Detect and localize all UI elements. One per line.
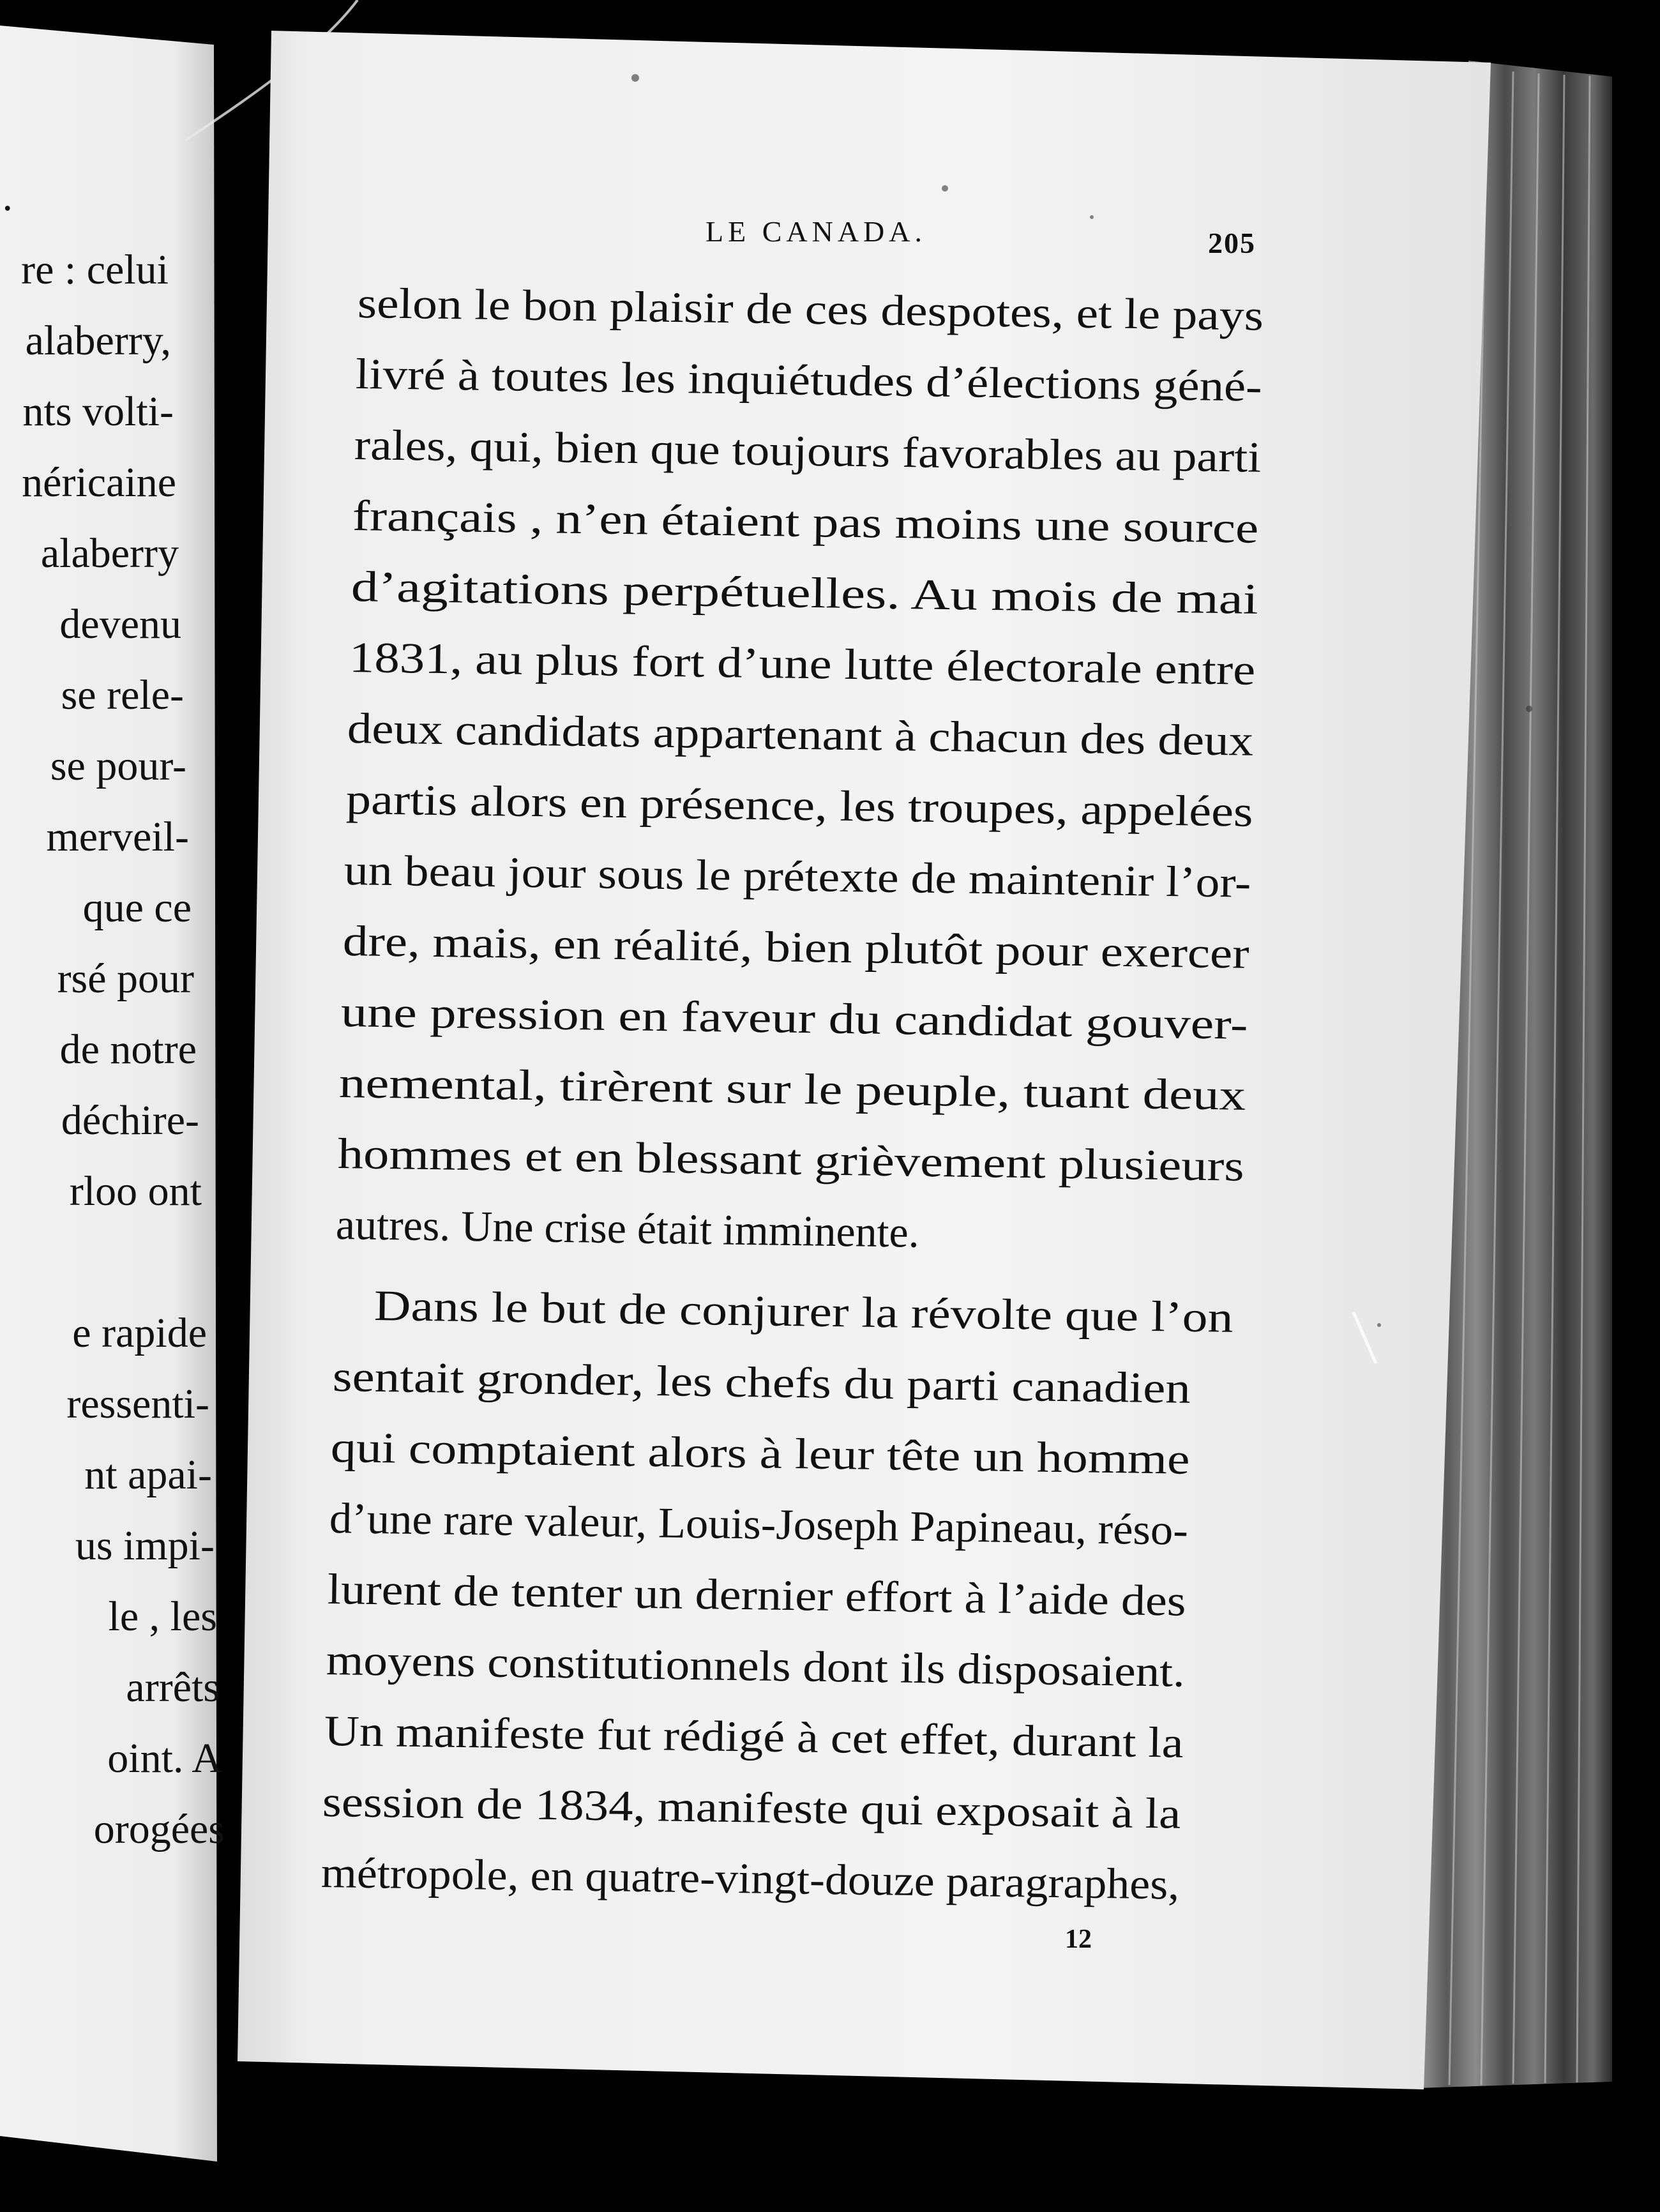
running-title: LE CANADA. [706, 215, 926, 248]
left-page-fragment-line: rsé pour [57, 955, 194, 1002]
signature-mark: 12 [1065, 1925, 1092, 1954]
left-page-fragment-line: ressenti- [66, 1381, 209, 1427]
left-page-fragment-line: re : celui [21, 246, 169, 293]
left-page-fragment-line: nts volti- [22, 388, 174, 435]
left-page-fragment-line: arrêts [126, 1664, 220, 1711]
body-text-line: session de 1834, manifeste qui exposait à la [322, 1777, 1181, 1838]
body-text-line: sentait gronder, les chefs du parti canadien [332, 1352, 1191, 1413]
left-page-fragment-line: . [2, 173, 13, 220]
body-text-line: Un manifeste fut rédigé à cet effet, durant la [324, 1706, 1184, 1767]
left-page-fragment-line: alaberry, [25, 317, 171, 364]
left-page-fragment-line: néricaine [22, 459, 176, 506]
page-number: 205 [1208, 227, 1256, 259]
left-page-fragment-line: us impi- [75, 1522, 215, 1569]
body-text-line: deux candidats appartenant à chacun des deux [347, 704, 1254, 765]
left-page-fragment-line: nt apai- [84, 1451, 212, 1498]
body-text-line: autres. Une crise était imminente. [335, 1200, 920, 1257]
body-text-line: nemental, tirèrent sur le peuple, tuant deux [338, 1058, 1246, 1119]
left-page-fragment-line: merveil- [46, 814, 189, 860]
body-text-line: qui comptaient alors à leur tête un homme [330, 1423, 1191, 1483]
left-page-fragment-line: de notre [59, 1026, 197, 1073]
left-facing-page [0, 0, 255, 2212]
body-text-line: 1831, au plus fort d’une lutte électorale entre [349, 633, 1256, 694]
body-text-line: métropole, en quatre-vingt-douze paragraphes, [321, 1848, 1180, 1909]
left-page-fragment-line: alaberry [40, 530, 179, 577]
left-page-fragment-line: oint. A [107, 1735, 222, 1782]
body-text-line: un beau jour sous le prétexte de maintenir l’or- [343, 845, 1251, 907]
body-text-line: Dans le but de conjurer la révolte que l’on [374, 1281, 1234, 1342]
left-page-fragment-line: le , les [108, 1593, 217, 1640]
body-text-line: rales, qui, bien que toujours favorables au parti [354, 420, 1262, 481]
left-page-fragment-line: déchire- [61, 1097, 199, 1144]
body-text-line: selon le bon plaisir de ces despotes, et le pays [357, 278, 1264, 340]
body-text-line: d’une rare valeur, Louis-Joseph Papineau, réso- [329, 1494, 1189, 1554]
left-page-fragment-line: orogées [93, 1806, 225, 1852]
body-text-line: livré à toutes les inquiétudes d’élections géné- [355, 349, 1263, 411]
body-text-line: lurent de tenter un dernier effort à l’aide des [327, 1564, 1187, 1625]
body-text-line: moyens constitutionnels dont ils disposaient. [326, 1635, 1186, 1696]
left-page-fragment-line: devenu [59, 601, 181, 648]
body-text-line: français , n’en étaient pas moins une source [352, 491, 1259, 552]
body-text-line: dre, mais, en réalité, bien plutôt pour exercer [342, 916, 1250, 978]
body-text-line: d’agitations perpétuelles. Au mois de mai [351, 562, 1259, 623]
left-page-fragment-line: que ce [82, 884, 192, 931]
left-page-fragment-line: se pour- [50, 743, 186, 789]
body-text-line: partis alors en présence, les troupes, appelées [345, 775, 1254, 836]
body-text-line: hommes et en blessant grièvement plusieurs [337, 1129, 1245, 1190]
left-page-fragment-line: rloo ont [69, 1168, 202, 1215]
body-text-line: une pression en faveur du candidat gouver- [340, 987, 1249, 1049]
left-page-fragment-line: e rapide [72, 1310, 207, 1356]
left-page-fragment-line: se rele- [61, 672, 184, 718]
